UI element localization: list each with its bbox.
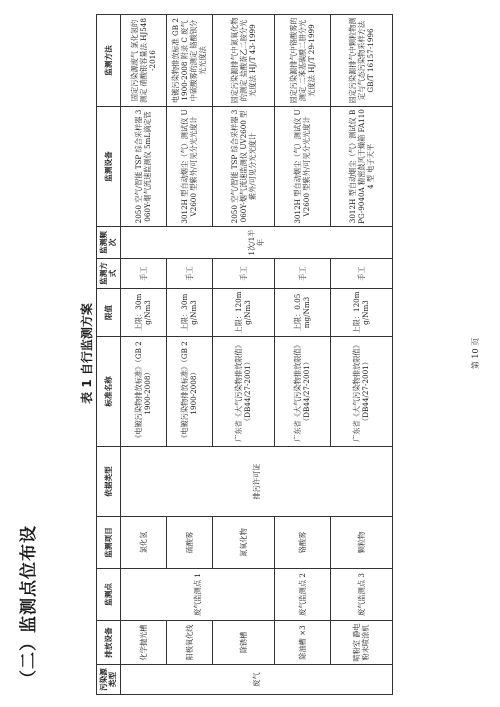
item-cell: 铬酸雾 — [274, 517, 330, 569]
limit-cell: 上限：30mg/Nm3 — [120, 289, 166, 337]
analysis-cell: 固定污染源排气中铬酸雾的测定 二苯基碳酰二肼分光光度法 HJ/T 29-1999 — [274, 15, 330, 107]
col-header: 污染源类型 — [97, 665, 121, 695]
analysis-cell: 固定污染源排气中颗粒物测定与气态污染物采样方法 GB/T 16157-1996 — [330, 15, 392, 107]
table-row — [120, 15, 166, 695]
standard-cell: 广东省《大气污染物排放限值》（DB44/27-2001） — [274, 337, 330, 447]
table-row — [330, 15, 392, 695]
equipment-cell: 除锈槽 — [212, 621, 274, 665]
table-header-row — [97, 15, 121, 695]
source-type-cell: 废气 — [120, 665, 392, 695]
device-cell: 3012H 型自动烟尘（气）测试仪 UV2600 型紫外/可见分光光度计 — [166, 107, 212, 227]
point-cell: 废气监测点 3 — [330, 569, 392, 621]
table-row — [274, 15, 330, 695]
col-header: 监测方式 — [97, 259, 121, 289]
analysis-cell: 电镀污染物排放标准 GB 21900-2008 附录 C 废气中硫酸雾的测定 铬酸钡分光光度法 — [166, 15, 212, 107]
limit-cell: 上限：30mg/Nm3 — [166, 289, 212, 337]
col-header: 标准名称 — [97, 337, 121, 447]
method-cell: 手工 — [274, 259, 330, 289]
method-cell: 手工 — [166, 259, 212, 289]
page-number: 第 10 页 — [471, 337, 480, 370]
item-cell: 氮氧化物 — [212, 517, 274, 569]
frequency-cell: 1次/1半年 — [120, 227, 392, 259]
basis-type-cell: 排污许可证 — [120, 447, 392, 517]
device-cell: 3012H 型自动烟尘（气）测试仪 UV2600 型紫外/可见分光光度计 — [274, 107, 330, 227]
item-cell: 氯化氢 — [120, 517, 166, 569]
section-heading: （二）监测点位布设 — [19, 525, 39, 687]
col-header: 限值 — [97, 289, 121, 337]
col-header: 监测方法 — [97, 15, 121, 107]
device-cell: 2050 空气/智能 TSP 综合采样器 3060Y-烟气流速监测仪 5mL滴定管 — [120, 107, 166, 227]
table-title: 表 1 自行监测方案 — [80, 303, 94, 404]
limit-cell: 上限：120mg/Nm3 — [212, 289, 274, 337]
col-header: 监测频次 — [97, 227, 121, 259]
standard-cell: 《电镀污染物排放标准》（GB 21900-2008） — [166, 337, 212, 447]
equipment-cell: 喷粉室 静电粉末喷涂机 — [330, 621, 392, 665]
equipment-cell: 除油槽 ×3 — [274, 621, 330, 665]
col-header: 排放设备 — [97, 621, 121, 665]
standard-cell: 《电镀污染物排放标准》（GB 21900-2008） — [120, 337, 166, 447]
equipment-cell: 阳极氧化线 — [166, 621, 212, 665]
equipment-cell: 化学抛光槽 — [120, 621, 166, 665]
analysis-cell: 固定污染源废气 氯化氢的测定 硝酸银容量法 HJ548-2016 — [120, 15, 166, 107]
method-cell: 手工 — [212, 259, 274, 289]
point-cell: 废气监测点 1 — [120, 569, 274, 621]
method-cell: 手工 — [330, 259, 392, 289]
col-header: 监测点 — [97, 569, 121, 621]
limit-cell: 上限：120mg/Nm3 — [330, 289, 392, 337]
monitoring-plan-table — [96, 14, 393, 695]
col-header: 监测设备 — [97, 107, 121, 227]
col-header: 依据类型 — [97, 447, 121, 517]
standard-cell: 广东省《大气污染物排放限值》（DB44/27-2001） — [212, 337, 274, 447]
item-cell: 硫酸雾 — [166, 517, 212, 569]
point-cell: 废气监测点 2 — [274, 569, 330, 621]
standard-cell: 广东省《大气污染物排放限值》（DB44/27-2001） — [330, 337, 392, 447]
device-cell: 3012H 型自动烟尘（气）测试仪 BPG-9040A 精密鼓风干燥箱 FA1104 型 电子天平 — [330, 107, 392, 227]
analysis-cell: 固定污染源排气中氮氧化物的测定 盐酸萘乙二胺分光光度法 HJ/T 43-1999 — [212, 15, 274, 107]
device-cell: 2050 空气/智能 TSP 综合采样器 3060Y-烟气流速监测仪 UV2600 型 紫外/可见分光光度计 — [212, 107, 274, 227]
col-header: 监测项目 — [97, 517, 121, 569]
item-cell: 颗粒物 — [330, 517, 392, 569]
method-cell: 手工 — [120, 259, 166, 289]
limit-cell: 上限：0.05mg/Nm3 — [274, 289, 330, 337]
